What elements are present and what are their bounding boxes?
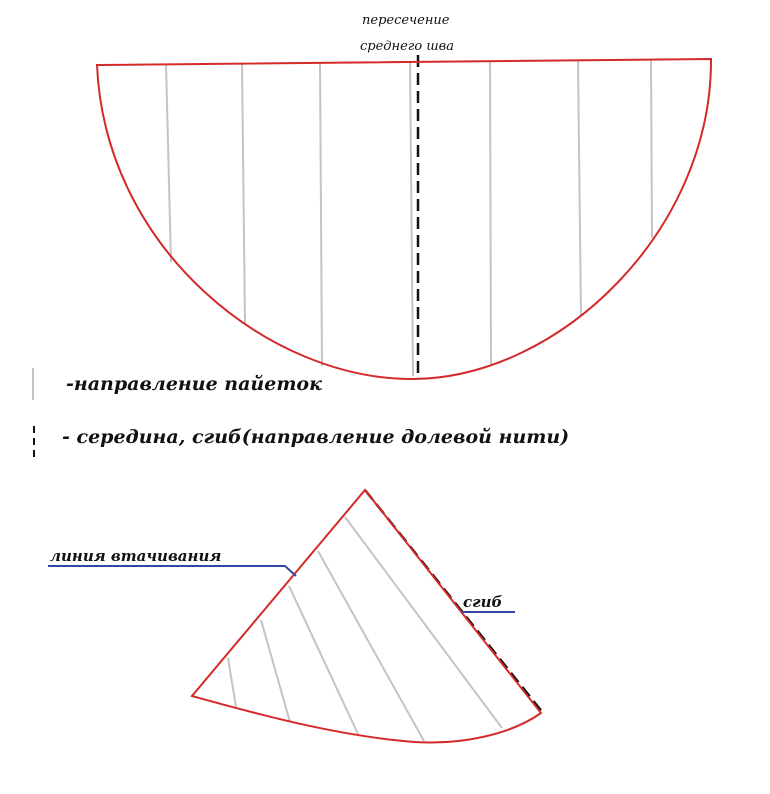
sequin-line <box>651 60 652 238</box>
seam-intersection-label-line1: пересечение <box>362 13 450 28</box>
sequin-line <box>261 620 290 722</box>
stitch-line-leader <box>48 566 296 576</box>
sequin-line <box>228 658 236 707</box>
wedge-piece <box>192 490 543 743</box>
sequin-line <box>166 64 171 262</box>
sequin-line <box>318 551 424 741</box>
legend-sequins-text: -направление пайеток <box>66 373 322 395</box>
sequin-lines-top <box>166 60 652 376</box>
sequin-line <box>410 62 413 376</box>
sequin-line <box>490 61 491 364</box>
legend <box>33 368 569 460</box>
sequin-line <box>242 63 245 325</box>
sequin-line <box>578 61 581 316</box>
semicircle-outline <box>97 59 711 379</box>
legend-fold-text: - середина, сгиб(направление долевой нити) <box>62 426 570 448</box>
sequin-line <box>345 517 502 728</box>
sequin-line <box>289 586 358 734</box>
wedge-outline <box>192 490 541 743</box>
fold-label: сгиб <box>463 593 503 611</box>
sequin-line <box>320 63 322 366</box>
seam-intersection-label-line2: среднего шва <box>360 39 454 54</box>
stitch-line-label: линия втачивания <box>50 547 222 565</box>
semicircle-piece <box>97 55 711 379</box>
sequin-lines-wedge <box>228 517 502 741</box>
